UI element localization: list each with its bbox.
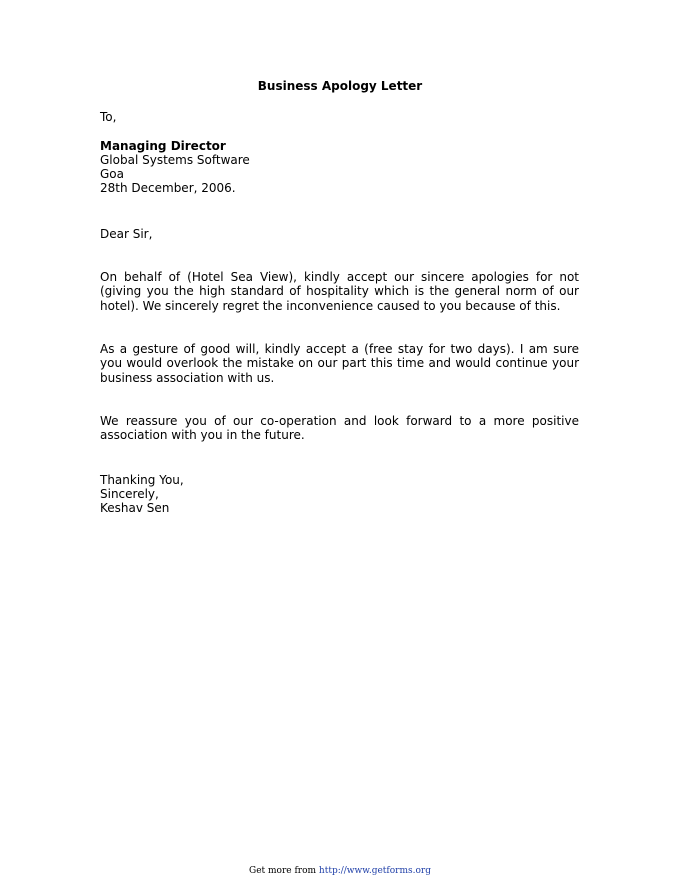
body-paragraph-2: As a gesture of good will, kindly accept a (free stay for two days). I am sure you would overlook the mistake on our part this time and would continue your business association with us. [100, 342, 579, 385]
body-paragraph-3: We reassure you of our co-operation and look forward to a more positive association with you in the future. [100, 414, 579, 443]
body-paragraph-1: On behalf of (Hotel Sea View), kindly accept our sincere apologies for not (giving you the high standard of hospitality which is the general norm of our hotel). We sincerely regret the inconvenience caused to you because of this. [100, 270, 579, 313]
closing-sincerely: Sincerely, [100, 487, 159, 501]
footer [0, 866, 680, 876]
recipient-company: Global Systems Software [100, 153, 250, 167]
letter-title: Business Apology Letter [257, 79, 423, 93]
closing-block [100, 473, 579, 515]
to-line [100, 110, 579, 124]
to-line-text: To, [100, 110, 117, 124]
closing-thanks: Thanking You, [100, 473, 184, 487]
footer-link[interactable]: http://www.getforms.org [318, 866, 431, 876]
letter-date: 28th December, 2006. [100, 181, 236, 195]
recipient-city: Goa [100, 167, 124, 181]
recipient-name: Managing Director [100, 139, 226, 153]
salutation-text: Dear Sir, [100, 227, 153, 241]
salutation [100, 227, 579, 241]
footer-prefix: Get more from [249, 866, 319, 876]
recipient-address [100, 139, 579, 195]
signature-name: Keshav Sen [100, 501, 170, 515]
